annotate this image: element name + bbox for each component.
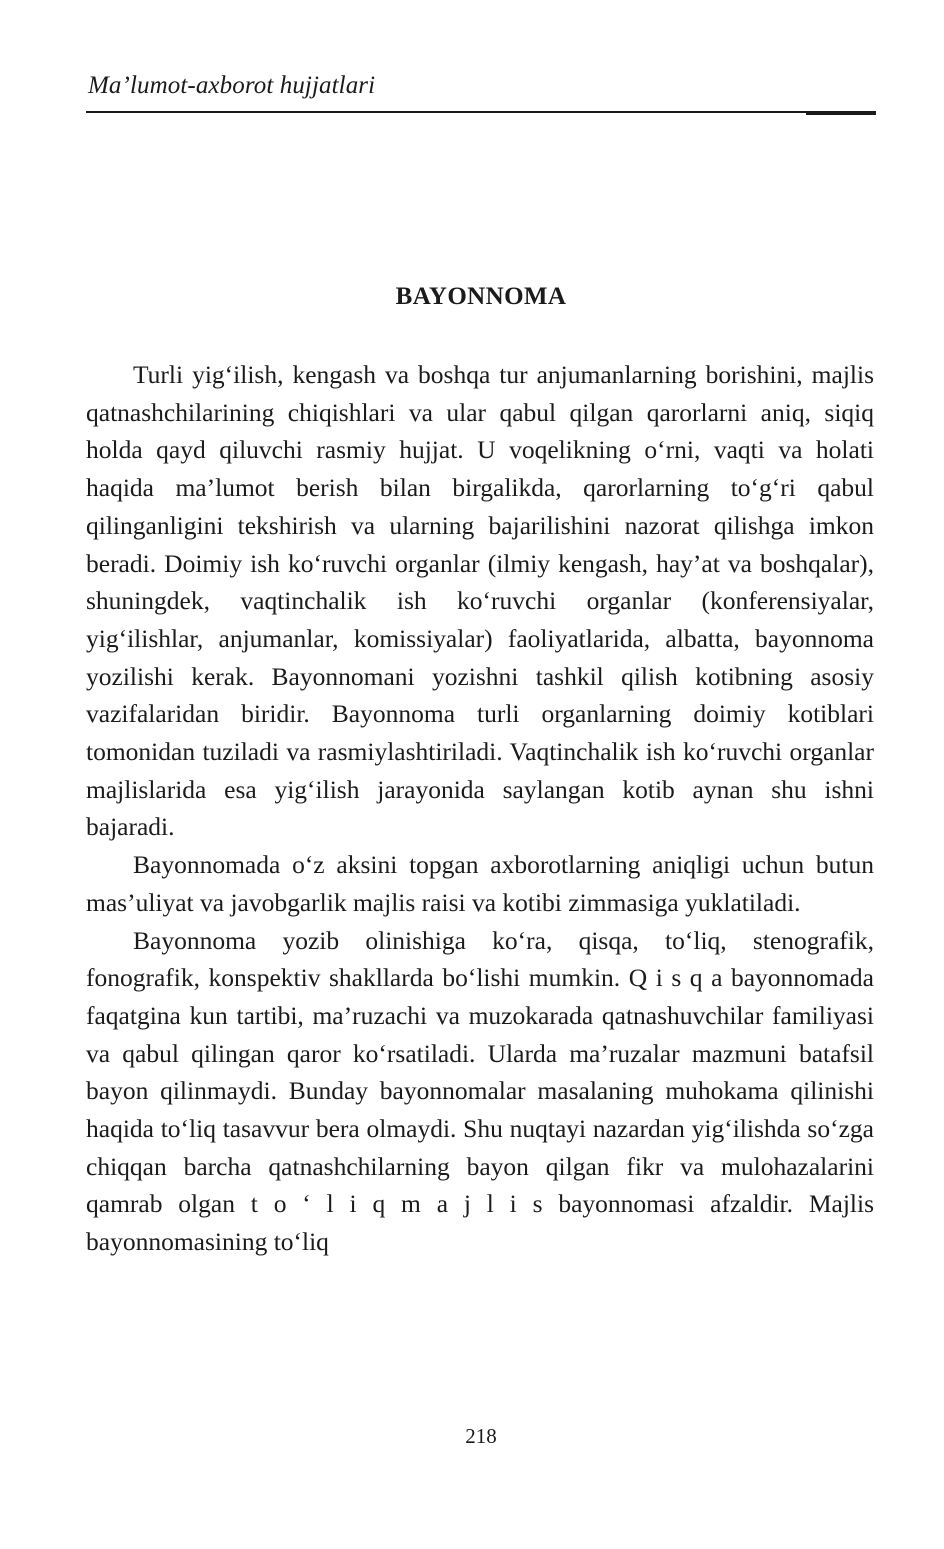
page-title: BAYONNOMA — [395, 283, 567, 310]
page-number: 218 — [465, 1424, 497, 1448]
header-divider — [86, 111, 876, 113]
paragraph-2: Bayonnomada o‘z aksini topgan axborotlarning aniqligi uchun butun mas’uliyat va javobgarlik majlis raisi va kotibi zimmasiga yuklatiladi. — [86, 850, 874, 917]
body-text — [86, 356, 874, 1261]
paragraph-1: Turli yig‘ilish, kengash va boshqa tur anjumanlarning borishini, majlis qatnashchilarining chiqishlari va ular qabul qilgan qarorlarni aniq, siqiq holda qayd qiluvchi rasmiy hujjat. U voqelikning o‘rni, vaqti va holati haqida ma’lumot berish bilan birgalikda, qarorlarning to‘g‘ri qabul qilinganligini tekshirish va ularning bajarilishini nazorat qilishga imkon beradi. Doimiy ish ko‘ruvchi organlar (ilmiy kengash, hay’at va boshqalar), shuningdek, vaqtinchalik ish ko‘ruvchi organlar (konferensiyalar, yig‘ilishlar, anjumanlar, komissiyalar) faoliyatlarida, albatta, bayonnoma yozilishi kerak. Bayonnomani yozishni tashkil qilish kotibning asosiy vazifalaridan biridir. Bayonnoma turli organlarning doimiy kotiblari tomonidan tuziladi va rasmiylashtiriladi. Vaqtinchalik ish ko‘ruvchi organlar majlislarida esa yig‘ilish jarayonida saylangan kotib aynan shu ishni bajaradi. — [86, 360, 874, 842]
header-divider-accent — [806, 112, 876, 115]
paragraph-3: Bayonnoma yozib olinishiga ko‘ra, qisqa, to‘liq, stenografik, fonografik, konspektiv shakllarda bo‘lishi mumkin. Q i s q a bayonnomada faqatgina kun tartibi, ma’ruzachi va muzokarada qatnashuvchilar familiyasi va qabul qilingan qaror ko‘rsatiladi. Ularda ma’ruzalar mazmuni batafsil bayon qilinmaydi. Bunday bayonnomalar masalaning muhokama qilinishi haqida to‘liq tasavvur bera olmaydi. Shu nuqtayi nazardan yig‘ilishda so‘zga chiqqan barcha qatnashchilarning bayon qilgan fikr va mulohazalarini qamrab olgan t o ‘ l i q m a j l i s bayonnomasi afzaldir. Majlis bayonnomasining to‘liq — [86, 925, 874, 1257]
running-header-title: Ma’lumot-axborot hujjatlari — [88, 72, 376, 99]
